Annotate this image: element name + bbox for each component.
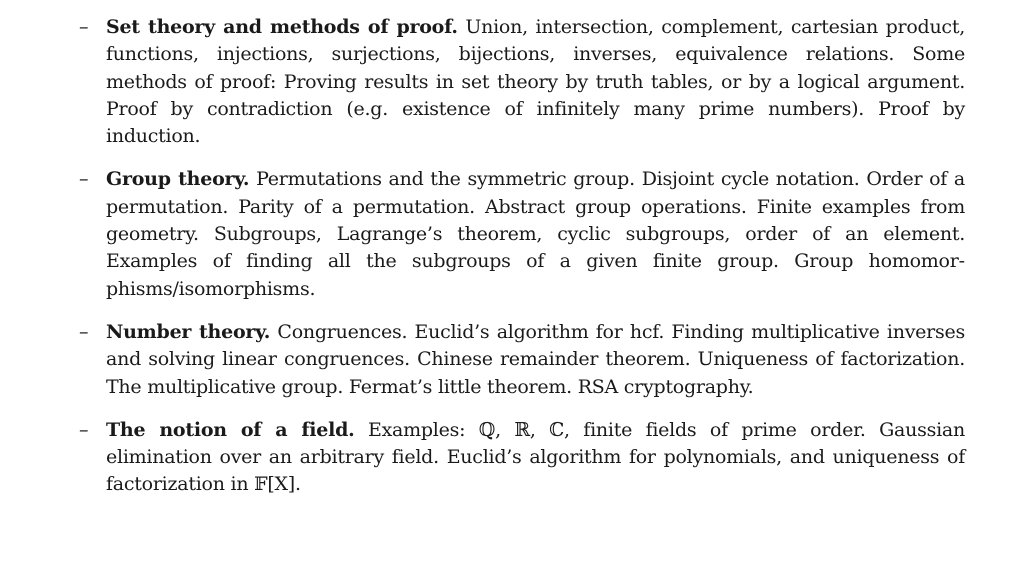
list-dash: – (79, 16, 89, 38)
syllabus-list (0, 14, 1024, 515)
list-dash: – (79, 418, 89, 441)
list-dash: – (79, 320, 89, 343)
topic-heading: Set theory and methods of proof. (106, 16, 458, 38)
topic-number-theory (0, 319, 1024, 401)
topic-heading: Group theory. (106, 168, 250, 191)
topic-body: Congruences. Euclid’s algorithm for hcf. Finding multiplicative inverses and solving linear congruences. Chinese remainder theorem. Uniqueness of factorization. The multiplicative group. Fermat’s little theorem. RSA cryptography. (106, 320, 966, 398)
topic-text (106, 319, 965, 401)
topic-body: Permutations and the symmetric group. Disjoint cycle notation. Order of a permutation. Parity of a permutation. Abstract group operations. Finite examples from geometry. Subgroups, Lagrange’s theorem, cyclic subgroups, order of an element. Examples of finding all the subgroups of a given finite group. Group homomorphisms/isomorphisms. (106, 168, 965, 300)
topic-set-theory (0, 14, 1024, 150)
topic-heading: The notion of a field. (106, 418, 355, 441)
topic-heading: Number theory. (106, 320, 271, 343)
topic-text (106, 166, 965, 302)
topic-body: Examples: ℚ, ℝ, ℂ, finite fields of prime order. Gaussian elimination over an arbitrary field. Euclid’s algorithm for polynomials, and uniqueness of factorization in 𝔽[X]. (106, 418, 965, 496)
topic-body: Union, intersection, complement, cartesian product, functions, injections, surjections, bijections, inverses, equivalence relations. Some methods of proof: Proving results in set theory by truth tables, or by a logical argument. Proof by contradiction (e.g. existence of infinitely many prime numbers). Proof by induction. (106, 16, 965, 148)
list-dash: – (79, 168, 89, 191)
topic-group-theory (0, 166, 1024, 302)
topic-text (106, 14, 965, 150)
topic-field (0, 417, 1024, 499)
topic-text (106, 417, 965, 499)
